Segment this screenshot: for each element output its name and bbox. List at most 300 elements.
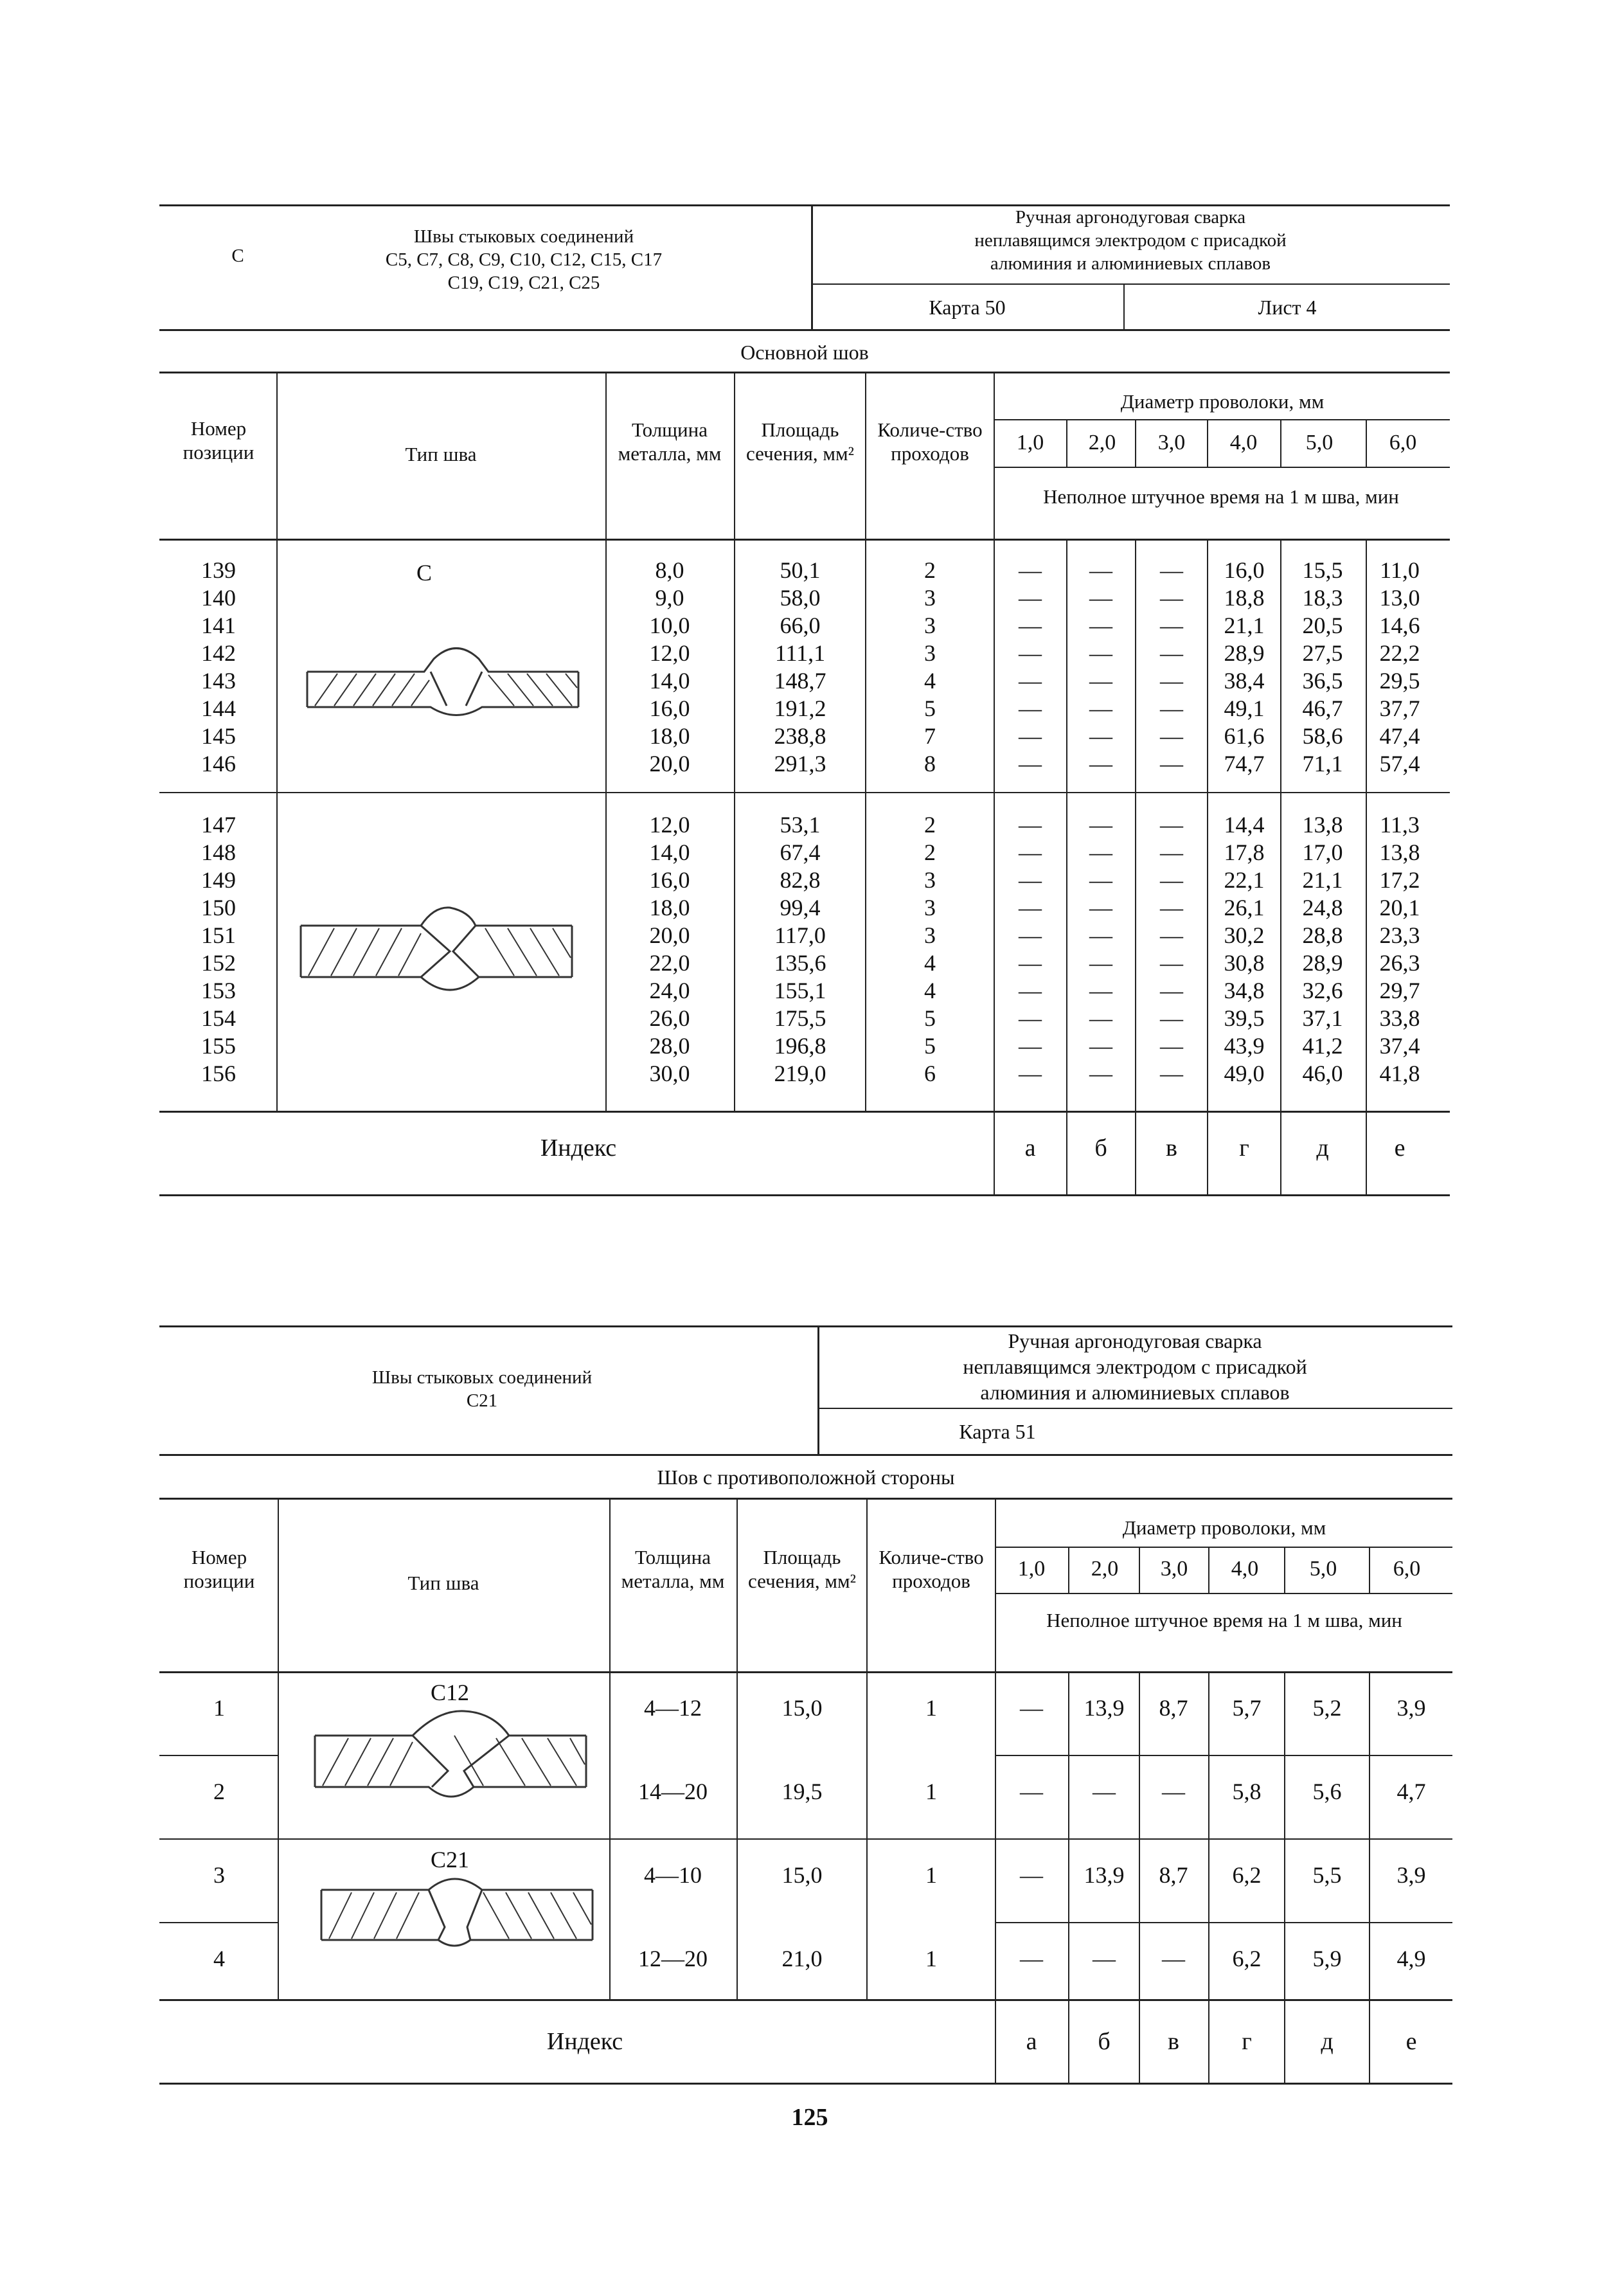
table-cell: 37,4	[1379, 1033, 1420, 1059]
table-cell: 74,7	[1224, 751, 1265, 776]
table-cell: 30,8	[1224, 950, 1265, 976]
card-51-row3-thickness: 4—10	[644, 1862, 702, 1888]
table-cell: 3	[924, 867, 936, 893]
table-cell: 61,6	[1224, 723, 1265, 749]
table-cell: 8,0	[655, 557, 684, 583]
table-cell: 11,3	[1380, 812, 1420, 838]
table-cell: 46,0	[1302, 1061, 1343, 1086]
card-51-row3-passes: 1	[925, 1862, 937, 1888]
card-50-group2-passes	[868, 811, 992, 1088]
table-cell: —	[1019, 613, 1042, 638]
table-cell: 20,0	[649, 922, 690, 948]
table-cell: —	[1019, 557, 1042, 583]
card-51-row4-d6: 4,9	[1396, 1946, 1426, 1971]
card-51-seam-label-c12: С12	[430, 1680, 469, 1705]
table-cell: —	[1019, 867, 1042, 893]
card-51-row2-d5: 5,6	[1312, 1779, 1342, 1804]
table-cell: 39,5	[1224, 1005, 1265, 1031]
table-cell: 21,1	[1224, 613, 1265, 638]
table-row: 155	[201, 1033, 236, 1059]
card-50-group1-passes	[868, 557, 992, 778]
card-51-row1-area: 15,0	[781, 1695, 823, 1721]
table-cell: 117,0	[774, 922, 826, 948]
card-51-index-a: а	[1026, 2028, 1037, 2055]
table-cell: —	[1160, 723, 1183, 749]
table-cell: 175,5	[774, 1005, 826, 1031]
table-cell: 26,3	[1379, 950, 1420, 976]
table-cell: —	[1019, 1061, 1042, 1086]
card-50-right-title-line3: алюминия и алюминиевых сплавов	[990, 253, 1271, 274]
card-50-group1-d5	[1284, 557, 1361, 778]
table-row: 153	[201, 978, 236, 1003]
table-cell: 30,2	[1224, 922, 1265, 948]
table-cell: 12,0	[649, 640, 690, 666]
card-50-header-area: Площадь сечения, мм²	[746, 418, 854, 465]
table-cell: —	[1019, 812, 1042, 838]
card-50-group1-d1	[995, 557, 1066, 778]
card-51-row4-d2: —	[1093, 1946, 1116, 1971]
card-51-left-title-line1: Швы стыковых соединений	[371, 1367, 593, 1388]
card-51-row2-d6: 4,7	[1396, 1779, 1426, 1804]
table-cell: 17,0	[1302, 839, 1343, 865]
table-cell: 135,6	[774, 950, 826, 976]
card-50-diameter-3: 3,0	[1157, 431, 1186, 454]
table-cell: 66,0	[780, 613, 821, 638]
table-cell: 3	[924, 613, 936, 638]
card-50-index-g: г	[1239, 1135, 1249, 1162]
card-51-row2-d3: —	[1162, 1779, 1185, 1804]
table-cell: 82,8	[780, 867, 821, 893]
table-cell: 196,8	[774, 1033, 826, 1059]
table-cell: 6	[924, 1061, 936, 1086]
table-cell: 4	[924, 950, 936, 976]
card-50-header-time: Неполное штучное время на 1 м шва, мин	[1043, 485, 1399, 508]
card-50-header-seam-type: Тип шва	[405, 443, 477, 465]
table-cell: 26,0	[649, 1005, 690, 1031]
table-cell: 23,3	[1379, 922, 1420, 948]
table-cell: 148,7	[774, 668, 826, 694]
card-50-left-title-line2: С5, С7, С8, С9, С10, С12, С15, С17	[385, 249, 663, 270]
table-cell: 16,0	[1224, 557, 1265, 583]
table-cell: 30,0	[649, 1061, 690, 1086]
table-cell: 99,4	[780, 895, 821, 920]
table-row: 152	[201, 950, 236, 976]
card-51-row2-d4: 5,8	[1232, 1779, 1262, 1804]
card-51-row4-area: 21,0	[781, 1946, 823, 1971]
table-cell: 13,0	[1379, 585, 1420, 611]
table-cell: 49,0	[1224, 1061, 1265, 1086]
table-cell: —	[1019, 1033, 1042, 1059]
card-51-diameter-2: 2,0	[1091, 1557, 1119, 1581]
card-50-header-passes: Количе-ство проходов	[877, 418, 983, 465]
table-cell: —	[1089, 839, 1112, 865]
table-cell: —	[1019, 950, 1042, 976]
card-50-left-title-line3: С19, С19, С21, С25	[447, 273, 600, 293]
table-cell: —	[1160, 585, 1183, 611]
card-50-diameter-6: 6,0	[1389, 431, 1417, 454]
card-51-row4-thickness: 12—20	[638, 1946, 708, 1971]
table-cell: 38,4	[1224, 668, 1265, 694]
table-cell: —	[1089, 640, 1112, 666]
table-cell: —	[1089, 922, 1112, 948]
table-cell: —	[1160, 668, 1183, 694]
card-50-group1-d3	[1136, 557, 1207, 778]
card-50-left-title	[289, 225, 758, 294]
card-51-header-position: Номер позиции	[183, 1546, 255, 1592]
card-51-row1-d2: 13,9	[1084, 1695, 1125, 1721]
table-cell: 238,8	[774, 723, 826, 749]
card-51-header-seam-type: Тип шва	[407, 1572, 479, 1594]
table-cell: —	[1160, 696, 1183, 721]
table-cell: —	[1089, 723, 1112, 749]
card-50-right-title-line2: неплавящимся электродом с присадкой	[974, 230, 1287, 251]
card-51-row3-pos: 3	[213, 1862, 225, 1888]
table-cell: 14,6	[1379, 613, 1420, 638]
card-51-row4-pos: 4	[213, 1946, 225, 1971]
card-51-card-label: Карта 51	[959, 1420, 1036, 1443]
card-51-row1-d4: 5,7	[1232, 1695, 1262, 1721]
table-row: 142	[201, 640, 236, 666]
table-cell: —	[1089, 557, 1112, 583]
table-cell: 18,8	[1224, 585, 1265, 611]
card-51-index-b: б	[1098, 2028, 1111, 2055]
card-50-diameter-2: 2,0	[1088, 431, 1116, 454]
table-cell: —	[1160, 640, 1183, 666]
card-51-seam-label-c21: С21	[430, 1847, 469, 1872]
table-cell: 17,2	[1379, 867, 1420, 893]
card-51-seam-diagram-2	[316, 1876, 599, 1966]
table-cell: 5	[924, 696, 936, 721]
card-50-group1-d4	[1208, 557, 1280, 778]
card-51-row3-d2: 13,9	[1084, 1862, 1125, 1888]
card-50-group1-positions	[162, 557, 275, 778]
card-51-row2-pos: 2	[213, 1779, 225, 1804]
card-51-row3-d5: 5,5	[1312, 1862, 1342, 1888]
table-cell: —	[1160, 751, 1183, 776]
table-cell: 28,9	[1224, 640, 1265, 666]
table-cell: —	[1019, 751, 1042, 776]
table-cell: 22,0	[649, 950, 690, 976]
table-cell: 4	[924, 978, 936, 1003]
card-51-right-title-line2: неплавящимся электродом с присадкой	[963, 1355, 1307, 1378]
table-cell: 2	[924, 812, 936, 838]
table-cell: 67,4	[780, 839, 821, 865]
table-cell: 34,8	[1224, 978, 1265, 1003]
table-cell: 47,4	[1379, 723, 1420, 749]
card-50-sheet-label: Лист 4	[1258, 296, 1317, 319]
table-cell: 27,5	[1302, 640, 1343, 666]
card-51-row3-d1: —	[1020, 1862, 1043, 1888]
card-51-section-title: Шов с противоположной стороны	[657, 1466, 955, 1489]
table-cell: 5	[924, 1033, 936, 1059]
card-50-header-thickness: Толщина металла, мм	[618, 418, 722, 465]
table-cell: —	[1019, 640, 1042, 666]
card-51-header-area: Площадь сечения, мм²	[748, 1546, 856, 1592]
table-cell: 49,1	[1224, 696, 1265, 721]
table-cell: 21,1	[1302, 867, 1343, 893]
card-50-index-a: а	[1024, 1135, 1036, 1162]
table-cell: 291,3	[774, 751, 826, 776]
table-cell: —	[1160, 839, 1183, 865]
table-cell: 14,0	[649, 839, 690, 865]
table-cell: 7	[924, 723, 936, 749]
table-row: 150	[201, 895, 236, 920]
card-50-group2-thickness	[607, 811, 733, 1088]
table-cell: —	[1019, 895, 1042, 920]
card-50-header-position: Номер позиции	[183, 417, 254, 463]
table-cell: 24,8	[1302, 895, 1343, 920]
card-50-group1-thickness	[607, 557, 733, 778]
card-51-header-time: Неполное штучное время на 1 м шва, мин	[1046, 1609, 1402, 1631]
table-cell: 22,1	[1224, 867, 1265, 893]
table-cell: 155,1	[774, 978, 826, 1003]
card-51-right-title	[817, 1328, 1452, 1405]
card-51-diameter-6: 6,0	[1393, 1557, 1421, 1581]
table-cell: 37,7	[1379, 696, 1420, 721]
table-cell: —	[1160, 812, 1183, 838]
card-51-diameter-1: 1,0	[1017, 1557, 1046, 1581]
card-50-group2-d4	[1208, 811, 1280, 1088]
card-51-row1-thickness: 4—12	[644, 1695, 702, 1721]
card-51-row4-d5: 5,9	[1312, 1946, 1342, 1971]
card-51-row4-d3: —	[1162, 1946, 1185, 1971]
card-51-row1-d3: 8,7	[1159, 1695, 1188, 1721]
table-cell: 15,5	[1302, 557, 1343, 583]
table-cell: 43,9	[1224, 1033, 1265, 1059]
card-51-row4-d4: 6,2	[1232, 1946, 1262, 1971]
table-cell: 22,2	[1379, 640, 1420, 666]
card-51-header-diameter: Диаметр проволоки, мм	[1122, 1516, 1326, 1539]
card-51-row2-thickness: 14—20	[638, 1779, 708, 1804]
card-51-index-label: Индекс	[546, 2028, 623, 2055]
card-51-left-title-line2: С21	[466, 1390, 498, 1411]
card-51-row3-d3: 8,7	[1159, 1862, 1188, 1888]
table-cell: 28,0	[649, 1033, 690, 1059]
table-cell: —	[1019, 1005, 1042, 1031]
table-cell: —	[1160, 978, 1183, 1003]
card-51-row4-d1: —	[1020, 1946, 1043, 1971]
table-cell: 2	[924, 839, 936, 865]
card-51-index-d: д	[1321, 2028, 1334, 2055]
table-cell: 219,0	[774, 1061, 826, 1086]
table-cell: 41,8	[1379, 1061, 1420, 1086]
table-cell: 16,0	[649, 867, 690, 893]
table-cell: —	[1160, 922, 1183, 948]
table-cell: 17,8	[1224, 839, 1265, 865]
table-cell: —	[1160, 1061, 1183, 1086]
table-row: 148	[201, 839, 236, 865]
table-cell: —	[1089, 867, 1112, 893]
card-51-row2-d2: —	[1093, 1779, 1116, 1804]
card-50-group2-d1	[995, 811, 1066, 1088]
table-row: 151	[201, 922, 236, 948]
table-row: 140	[201, 585, 236, 611]
table-cell: 13,8	[1302, 812, 1343, 838]
card-50-right-title-line1: Ручная аргонодуговая сварка	[1015, 207, 1246, 228]
card-50-right-title	[811, 206, 1450, 275]
table-cell: —	[1019, 668, 1042, 694]
table-cell: 37,1	[1302, 1005, 1343, 1031]
table-cell: —	[1019, 696, 1042, 721]
table-cell: 13,8	[1379, 839, 1420, 865]
table-cell: 3	[924, 895, 936, 920]
table-cell: 33,8	[1379, 1005, 1420, 1031]
table-row: 147	[201, 812, 236, 838]
table-cell: —	[1019, 978, 1042, 1003]
card-50-diameter-4: 4,0	[1229, 431, 1258, 454]
table-cell: 3	[924, 640, 936, 666]
card-51-row3-d4: 6,2	[1232, 1862, 1262, 1888]
table-cell: —	[1019, 922, 1042, 948]
table-cell: —	[1089, 613, 1112, 638]
table-cell: 32,6	[1302, 978, 1343, 1003]
table-cell: —	[1019, 585, 1042, 611]
table-row: 149	[201, 867, 236, 893]
card-50-left-title-line1: Швы стыковых соединений	[413, 226, 634, 247]
table-cell: 5	[924, 1005, 936, 1031]
table-row: 145	[201, 723, 236, 749]
card-50-series-letter: С	[231, 246, 244, 266]
card-50-diameter-1: 1,0	[1016, 431, 1044, 454]
table-cell: —	[1089, 812, 1112, 838]
card-51-row1-d6: 3,9	[1396, 1695, 1426, 1721]
card-51-diameter-3: 3,0	[1160, 1557, 1188, 1581]
table-cell: —	[1089, 668, 1112, 694]
card-51-row2-passes: 1	[925, 1779, 937, 1804]
table-cell: —	[1089, 751, 1112, 776]
table-cell: 16,0	[649, 696, 690, 721]
card-51-right-title-line3: алюминия и алюминиевых сплавов	[980, 1381, 1290, 1404]
card-51-row1-passes: 1	[925, 1695, 937, 1721]
table-cell: 28,8	[1302, 922, 1343, 948]
table-row: 141	[201, 613, 236, 638]
table-cell: —	[1019, 839, 1042, 865]
card-50-index-label: Индекс	[540, 1135, 617, 1162]
table-cell: 28,9	[1302, 950, 1343, 976]
table-cell: 58,0	[780, 585, 821, 611]
table-row: 139	[201, 557, 236, 583]
card-50-group2-d3	[1136, 811, 1207, 1088]
card-51-left-title	[193, 1366, 771, 1412]
table-cell: 29,5	[1379, 668, 1420, 694]
table-cell: —	[1160, 613, 1183, 638]
table-cell: 18,3	[1302, 585, 1343, 611]
table-cell: —	[1160, 867, 1183, 893]
card-50-seam-diagram-1	[302, 636, 585, 739]
table-cell: 11,0	[1380, 557, 1420, 583]
table-cell: 12,0	[649, 812, 690, 838]
card-51-row1-d5: 5,2	[1312, 1695, 1342, 1721]
table-cell: 10,0	[649, 613, 690, 638]
card-50-index-d: д	[1316, 1135, 1329, 1162]
table-cell: 20,5	[1302, 613, 1343, 638]
card-51-row4-passes: 1	[925, 1946, 937, 1971]
card-50-group2-d2	[1067, 811, 1135, 1088]
table-cell: 8	[924, 751, 936, 776]
table-cell: 41,2	[1302, 1033, 1343, 1059]
table-cell: 36,5	[1302, 668, 1343, 694]
card-51-row2-d1: —	[1020, 1779, 1043, 1804]
table-cell: —	[1089, 696, 1112, 721]
table-cell: 14,0	[649, 668, 690, 694]
card-51-header-passes: Количе-ство проходов	[879, 1546, 984, 1592]
table-cell: 18,0	[649, 895, 690, 920]
card-51-index-v: в	[1168, 2028, 1179, 2055]
table-cell: 24,0	[649, 978, 690, 1003]
card-51-index-g: г	[1242, 2028, 1252, 2055]
card-50-group1-d6	[1368, 557, 1432, 778]
table-cell: —	[1160, 557, 1183, 583]
table-cell: —	[1089, 585, 1112, 611]
table-cell: 9,0	[655, 585, 684, 611]
page-number: 125	[791, 2104, 828, 2131]
card-51-seam-diagram-1	[310, 1710, 593, 1819]
card-51-row1-d1: —	[1020, 1695, 1043, 1721]
table-cell: 50,1	[780, 557, 821, 583]
card-50-index-b: б	[1094, 1135, 1107, 1162]
table-cell: 191,2	[774, 696, 826, 721]
table-cell: 46,7	[1302, 696, 1343, 721]
table-cell: 29,7	[1379, 978, 1420, 1003]
table-cell: 57,4	[1379, 751, 1420, 776]
card-50-group2-area	[738, 811, 862, 1088]
table-cell: 20,0	[649, 751, 690, 776]
table-cell: —	[1160, 1033, 1183, 1059]
card-50-seam-diagram-2	[296, 900, 578, 1009]
table-cell: —	[1160, 950, 1183, 976]
table-row: 143	[201, 668, 236, 694]
table-cell: —	[1019, 723, 1042, 749]
table-cell: 3	[924, 585, 936, 611]
table-row: 156	[201, 1061, 236, 1086]
card-51-header-thickness: Толщина металла, мм	[621, 1546, 725, 1592]
table-row: 146	[201, 751, 236, 776]
table-cell: —	[1089, 895, 1112, 920]
card-50-group1-d2	[1067, 557, 1135, 778]
card-51-diameter-5: 5,0	[1309, 1557, 1337, 1581]
table-row: 154	[201, 1005, 236, 1031]
card-50-header-diameter: Диаметр проволоки, мм	[1120, 390, 1325, 413]
table-cell: 58,6	[1302, 723, 1343, 749]
card-51-right-title-line1: Ручная аргонодуговая сварка	[1008, 1329, 1262, 1352]
card-51-row3-area: 15,0	[781, 1862, 823, 1888]
card-51-row3-d6: 3,9	[1396, 1862, 1426, 1888]
card-50-diameter-5: 5,0	[1305, 431, 1334, 454]
table-cell: 71,1	[1302, 751, 1343, 776]
card-50-group2-positions	[162, 811, 275, 1088]
table-cell: 20,1	[1379, 895, 1420, 920]
card-51-diameter-4: 4,0	[1231, 1557, 1259, 1581]
card-51-index-e: е	[1405, 2028, 1417, 2055]
card-50-group1-seam-label: С	[416, 560, 432, 586]
card-50-index-e: е	[1394, 1135, 1405, 1162]
table-cell: 26,1	[1224, 895, 1265, 920]
table-cell: —	[1089, 1033, 1112, 1059]
card-50-group1-area	[738, 557, 862, 778]
table-cell: 18,0	[649, 723, 690, 749]
table-cell: —	[1160, 895, 1183, 920]
table-cell: 111,1	[774, 640, 826, 666]
card-50-section-title: Основной шов	[740, 341, 869, 364]
card-50-index-v: в	[1166, 1135, 1177, 1162]
table-cell: —	[1160, 1005, 1183, 1031]
table-cell: 14,4	[1224, 812, 1265, 838]
table-cell: 4	[924, 668, 936, 694]
card-50-group2-d6	[1368, 811, 1432, 1088]
card-51-row2-area: 19,5	[781, 1779, 823, 1804]
card-51-row1-pos: 1	[213, 1695, 225, 1721]
table-cell: 3	[924, 922, 936, 948]
